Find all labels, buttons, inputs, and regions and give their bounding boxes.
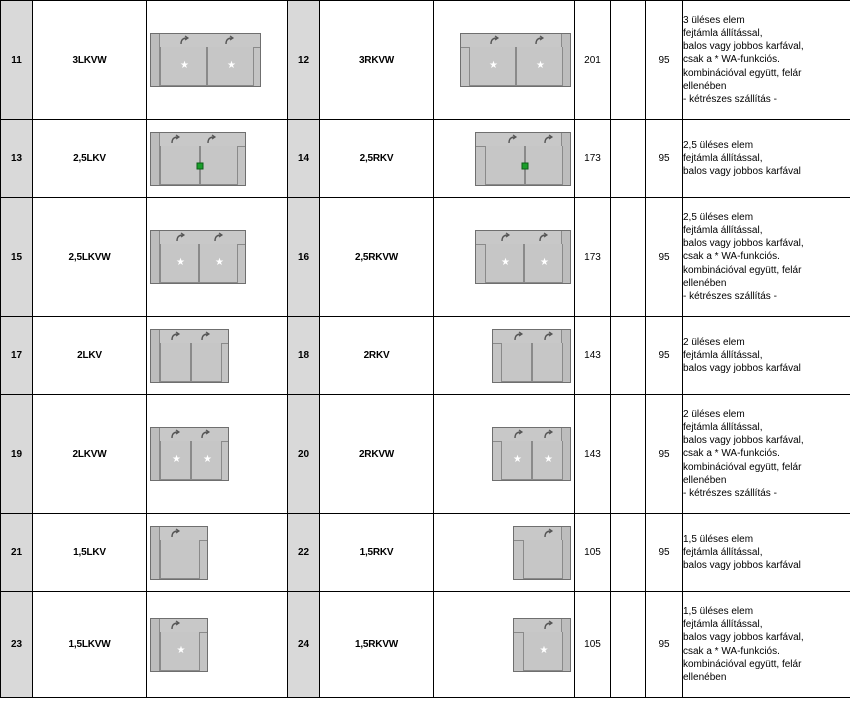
wa-function-star-icon: ★ (489, 60, 498, 71)
sofa-1-5-seat-right-arm-icon (513, 526, 571, 580)
width-value: 173 (575, 120, 611, 198)
right-image-cell (434, 514, 575, 592)
right-image-cell (434, 395, 575, 514)
left-item-number: 17 (1, 317, 33, 395)
left-item-number: 19 (1, 395, 33, 514)
description-line: balos vagy jobbos karfával, (683, 41, 804, 53)
sofa-backrest (151, 34, 260, 48)
depth-value: 95 (646, 120, 683, 198)
sofa-2-5-seat-left-arm-icon (150, 132, 246, 186)
width-value: 143 (575, 395, 611, 514)
sofa-2-5-seat-right-arm-icon (475, 132, 571, 186)
description-line: 1,5 üléses elem (683, 605, 754, 617)
sofa-seat (524, 244, 563, 283)
right-model-code: 1,5RKV (320, 514, 434, 592)
right-image-cell (434, 198, 575, 317)
depth-value: 95 (646, 592, 683, 698)
description-line: ellenében (683, 277, 727, 289)
headrest-adjust-icon (506, 134, 518, 145)
headrest-adjust-icon (542, 528, 554, 539)
sofa-backrest (476, 231, 570, 245)
blank-cell (611, 198, 646, 317)
wa-function-star-icon: ★ (172, 454, 181, 465)
description-line: - kétrészes szállítás - (683, 488, 777, 499)
headrest-adjust-icon (169, 134, 181, 145)
headrest-adjust-icon (199, 331, 211, 342)
description-cell (683, 514, 850, 592)
headrest-adjust-icon (169, 331, 181, 342)
description-line: balos vagy jobbos karfával, (683, 435, 804, 447)
headrest-adjust-icon (212, 232, 224, 243)
headrest-adjust-icon (488, 35, 500, 46)
wa-function-star-icon: ★ (176, 644, 186, 656)
headrest-adjust-icon (512, 429, 524, 440)
headrest-adjust-icon (169, 620, 181, 631)
description-line: fejtámla állítással, (683, 421, 763, 433)
sofa-seat (160, 540, 200, 579)
sofa-backrest (493, 428, 570, 442)
sofa-seat (525, 146, 563, 185)
left-item-number: 23 (1, 592, 33, 698)
left-image-cell (147, 1, 288, 120)
left-model-code: 3LKVW (33, 1, 147, 120)
left-model-code: 2LKV (33, 317, 147, 395)
sofa-seat (485, 146, 525, 185)
table-row (1, 317, 850, 395)
left-model-code: 2,5LKV (33, 120, 147, 198)
description-line: csak a * WA-funkciós. (683, 54, 780, 66)
depth-value: 95 (646, 198, 683, 317)
width-value: 105 (575, 514, 611, 592)
description-cell (683, 120, 850, 198)
description-line: ellenében (683, 671, 727, 683)
description-cell (683, 592, 850, 698)
table-row (1, 592, 850, 698)
headrest-adjust-icon (169, 528, 181, 539)
left-item-number: 13 (1, 120, 33, 198)
right-model-code: 2RKV (320, 317, 434, 395)
sofa-armrest (151, 133, 160, 185)
blank-cell (611, 395, 646, 514)
sofa-seat (160, 441, 191, 480)
description-line: kombinációval együtt, felár (683, 264, 802, 276)
sofa-seat (532, 441, 563, 480)
wa-function-star-icon: ★ (501, 257, 510, 268)
sofa-1-5-seat-left-arm-wa-icon (150, 618, 208, 672)
sofa-3-seat-left-arm-wa-icon (150, 33, 261, 87)
sofa-2-5-seat-left-arm-wa-icon (150, 230, 246, 284)
description-line: fejtámla állítással, (683, 349, 763, 361)
headrest-adjust-icon (499, 232, 511, 243)
width-value: 105 (575, 592, 611, 698)
sofa-armrest (151, 330, 160, 382)
right-item-number: 18 (288, 317, 320, 395)
sofa-2-seat-left-arm-wa-icon (150, 427, 229, 481)
description-line: csak a * WA-funkciós. (683, 645, 780, 657)
right-item-number: 24 (288, 592, 320, 698)
left-image-cell (147, 592, 288, 698)
wa-function-star-icon: ★ (215, 257, 224, 268)
blank-cell (611, 120, 646, 198)
description-cell (683, 198, 850, 317)
description-line: - kétrészes szállítás - (683, 291, 777, 302)
description-line: - kétrészes szállítás - (683, 94, 777, 105)
sofa-backrest (493, 330, 570, 344)
left-item-number: 15 (1, 198, 33, 317)
description-line: balos vagy jobbos karfával, (683, 632, 804, 644)
right-image-cell (434, 1, 575, 120)
sofa-seat (516, 47, 563, 86)
right-model-code: 3RKVW (320, 1, 434, 120)
headrest-adjust-icon (542, 429, 554, 440)
description-line: fejtámla állítással, (683, 152, 763, 164)
table-row (1, 120, 850, 198)
headrest-adjust-icon (205, 134, 217, 145)
right-image-cell (434, 120, 575, 198)
left-image-cell (147, 317, 288, 395)
sofa-2-seat-left-arm-icon (150, 329, 229, 383)
left-model-code: 1,5LKV (33, 514, 147, 592)
sofa-seat (501, 441, 532, 480)
headrest-adjust-icon (223, 35, 235, 46)
sofa-backrest (151, 133, 245, 147)
left-image-cell (147, 120, 288, 198)
sofa-armrest (151, 619, 160, 671)
blank-cell (611, 592, 646, 698)
sofa-seat (532, 343, 563, 382)
wa-function-star-icon: ★ (203, 454, 212, 465)
left-image-cell (147, 395, 288, 514)
right-model-code: 2RKVW (320, 395, 434, 514)
description-line: ellenében (683, 80, 727, 92)
table-row (1, 514, 850, 592)
width-value: 201 (575, 1, 611, 120)
description-line: 2 üléses elem (683, 408, 745, 420)
right-item-number: 22 (288, 514, 320, 592)
sofa-seat (160, 47, 207, 86)
sofa-1-5-seat-left-arm-icon (150, 526, 208, 580)
sofa-seat (200, 146, 238, 185)
right-item-number: 14 (288, 120, 320, 198)
wa-function-star-icon: ★ (180, 60, 189, 71)
right-model-code: 1,5RKVW (320, 592, 434, 698)
width-value: 143 (575, 317, 611, 395)
headrest-adjust-icon (169, 429, 181, 440)
left-model-code: 2LKVW (33, 395, 147, 514)
description-line: fejtámla állítással, (683, 224, 763, 236)
headrest-adjust-icon (512, 331, 524, 342)
sofa-2-seat-right-arm-icon (492, 329, 571, 383)
left-image-cell (147, 198, 288, 317)
wa-function-star-icon: ★ (544, 454, 553, 465)
description-line: balos vagy jobbos karfával, (683, 238, 804, 250)
sofa-1-5-seat-right-arm-wa-icon (513, 618, 571, 672)
wa-function-star-icon: ★ (176, 257, 185, 268)
description-line: kombinációval együtt, felár (683, 658, 802, 670)
sofa-seat (485, 244, 524, 283)
right-image-cell (434, 592, 575, 698)
sofa-seat (160, 244, 199, 283)
sofa-3-seat-right-arm-wa-icon (460, 33, 571, 87)
sofa-armrest (151, 34, 160, 86)
sofa-backrest (151, 231, 245, 245)
sofa-armrest (151, 231, 160, 283)
description-line: csak a * WA-funkciós. (683, 251, 780, 263)
description-line: 2,5 üléses elem (683, 211, 754, 223)
sofa-armrest (151, 428, 160, 480)
description-cell (683, 1, 850, 120)
description-line: fejtámla állítással, (683, 619, 763, 631)
sofa-seat (469, 47, 516, 86)
sofa-2-seat-right-arm-wa-icon (492, 427, 571, 481)
description-line: fejtámla állítással, (683, 546, 763, 558)
description-line: fejtámla állítással, (683, 27, 763, 39)
headrest-adjust-icon (542, 331, 554, 342)
sofa-armrest (151, 527, 160, 579)
description-cell (683, 317, 850, 395)
left-image-cell (147, 514, 288, 592)
depth-value: 95 (646, 514, 683, 592)
table-row (1, 1, 850, 120)
description-line: balos vagy jobbos karfával (683, 363, 801, 375)
headrest-adjust-icon (199, 429, 211, 440)
sofa-seat (160, 632, 200, 671)
connector-icon (522, 162, 529, 169)
sofa-seat (191, 441, 222, 480)
right-image-cell (434, 317, 575, 395)
sofa-seat (160, 146, 200, 185)
width-value: 173 (575, 198, 611, 317)
description-line: csak a * WA-funkciós. (683, 448, 780, 460)
sofa-seat (523, 540, 563, 579)
blank-cell (611, 317, 646, 395)
headrest-adjust-icon (537, 232, 549, 243)
description-line: kombinációval együtt, felár (683, 461, 802, 473)
sofa-backrest (476, 133, 570, 147)
description-line: 1,5 üléses elem (683, 533, 754, 545)
sofa-backrest (151, 330, 228, 344)
sofa-seat (207, 47, 254, 86)
depth-value: 95 (646, 395, 683, 514)
right-model-code: 2,5RKVW (320, 198, 434, 317)
sofa-seat (160, 343, 191, 382)
left-model-code: 2,5LKVW (33, 198, 147, 317)
wa-function-star-icon: ★ (536, 60, 545, 71)
wa-function-star-icon: ★ (227, 60, 236, 71)
sofa-seat (501, 343, 532, 382)
right-item-number: 20 (288, 395, 320, 514)
depth-value: 95 (646, 317, 683, 395)
blank-cell (611, 1, 646, 120)
wa-function-star-icon: ★ (539, 644, 549, 656)
headrest-adjust-icon (542, 620, 554, 631)
sofa-backrest (461, 34, 570, 48)
right-item-number: 12 (288, 1, 320, 120)
blank-cell (611, 514, 646, 592)
sofa-seat (199, 244, 238, 283)
table-row (1, 395, 850, 514)
connector-icon (197, 162, 204, 169)
right-model-code: 2,5RKV (320, 120, 434, 198)
sofa-2-5-seat-right-arm-wa-icon (475, 230, 571, 284)
left-item-number: 21 (1, 514, 33, 592)
description-line: kombinációval együtt, felár (683, 67, 802, 79)
description-line: 2 üléses elem (683, 336, 745, 348)
left-item-number: 11 (1, 1, 33, 120)
headrest-adjust-icon (178, 35, 190, 46)
headrest-adjust-icon (174, 232, 186, 243)
table-row (1, 198, 850, 317)
left-model-code: 1,5LKVW (33, 592, 147, 698)
description-line: 3 üléses elem (683, 14, 745, 26)
description-line: ellenében (683, 474, 727, 486)
depth-value: 95 (646, 1, 683, 120)
wa-function-star-icon: ★ (540, 257, 549, 268)
description-line: 2,5 üléses elem (683, 139, 754, 151)
headrest-adjust-icon (542, 134, 554, 145)
headrest-adjust-icon (533, 35, 545, 46)
sofa-seat (523, 632, 563, 671)
sofa-seat (191, 343, 222, 382)
right-item-number: 16 (288, 198, 320, 317)
description-line: balos vagy jobbos karfával (683, 166, 801, 178)
wa-function-star-icon: ★ (513, 454, 522, 465)
description-cell (683, 395, 850, 514)
sofa-backrest (151, 428, 228, 442)
description-line: balos vagy jobbos karfával (683, 560, 801, 572)
